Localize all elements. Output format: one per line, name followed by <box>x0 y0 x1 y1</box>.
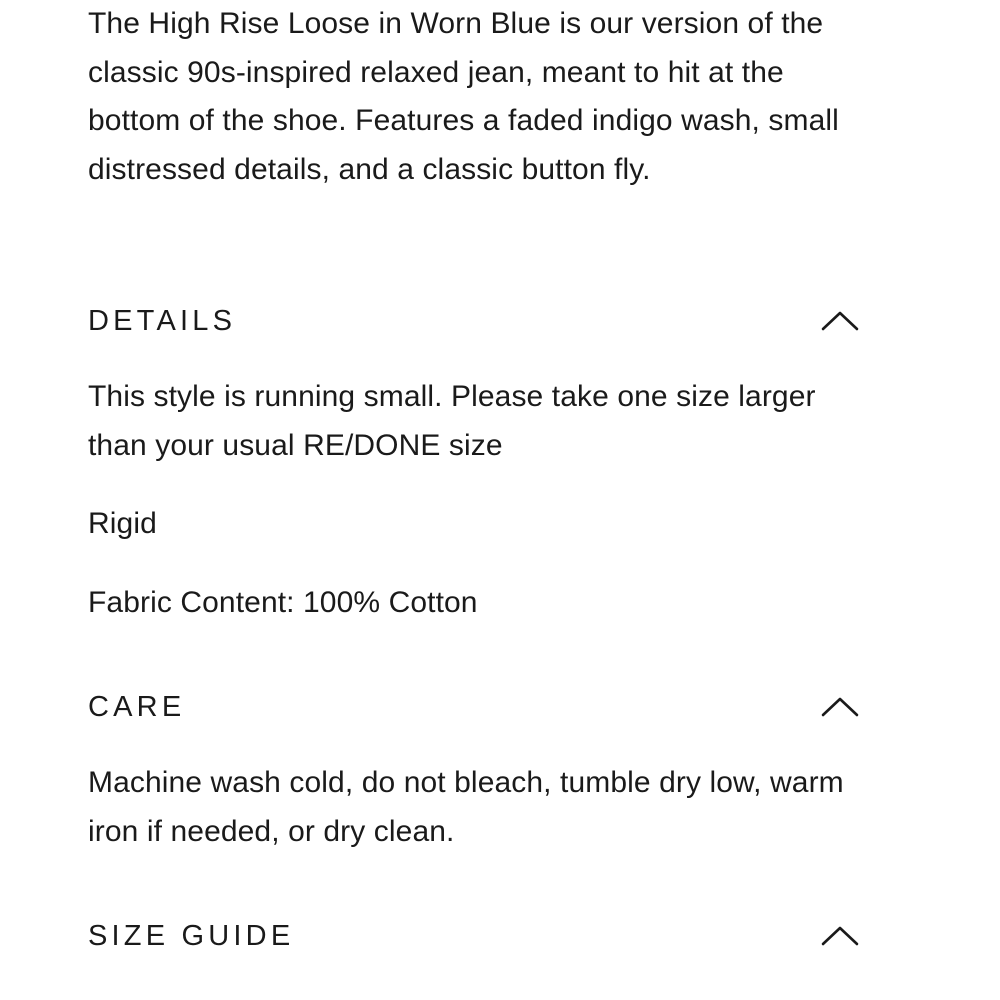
details-accordion-header[interactable] <box>88 301 860 341</box>
care-accordion-body <box>88 759 868 856</box>
details-fabric-type: Rigid <box>88 507 157 540</box>
size-guide-title: SIZE GUIDE <box>88 919 295 952</box>
care-title: CARE <box>88 690 186 723</box>
chevron-up-icon[interactable] <box>820 916 860 956</box>
details-sizing-note: This style is running small. Please take one size larger than your usual RE/DONE size <box>88 380 816 462</box>
product-description: The High Rise Loose in Worn Blue is our version of the classic 90s-inspired relaxed jean, meant to hit at the bottom of the shoe. Features a faded indigo wash, small distressed details, and a classic button fly. <box>88 7 839 186</box>
care-instructions: Machine wash cold, do not bleach, tumble dry low, warm iron if needed, or dry clean. <box>88 766 844 848</box>
details-accordion-body <box>88 373 868 627</box>
chevron-up-icon[interactable] <box>820 687 860 727</box>
care-accordion-header[interactable] <box>88 687 860 727</box>
chevron-up-icon[interactable] <box>820 301 860 341</box>
product-description-block <box>88 0 868 194</box>
details-title: DETAILS <box>88 304 237 337</box>
size-guide-accordion-header[interactable] <box>88 916 860 956</box>
details-fabric-content: Fabric Content: 100% Cotton <box>88 585 478 619</box>
